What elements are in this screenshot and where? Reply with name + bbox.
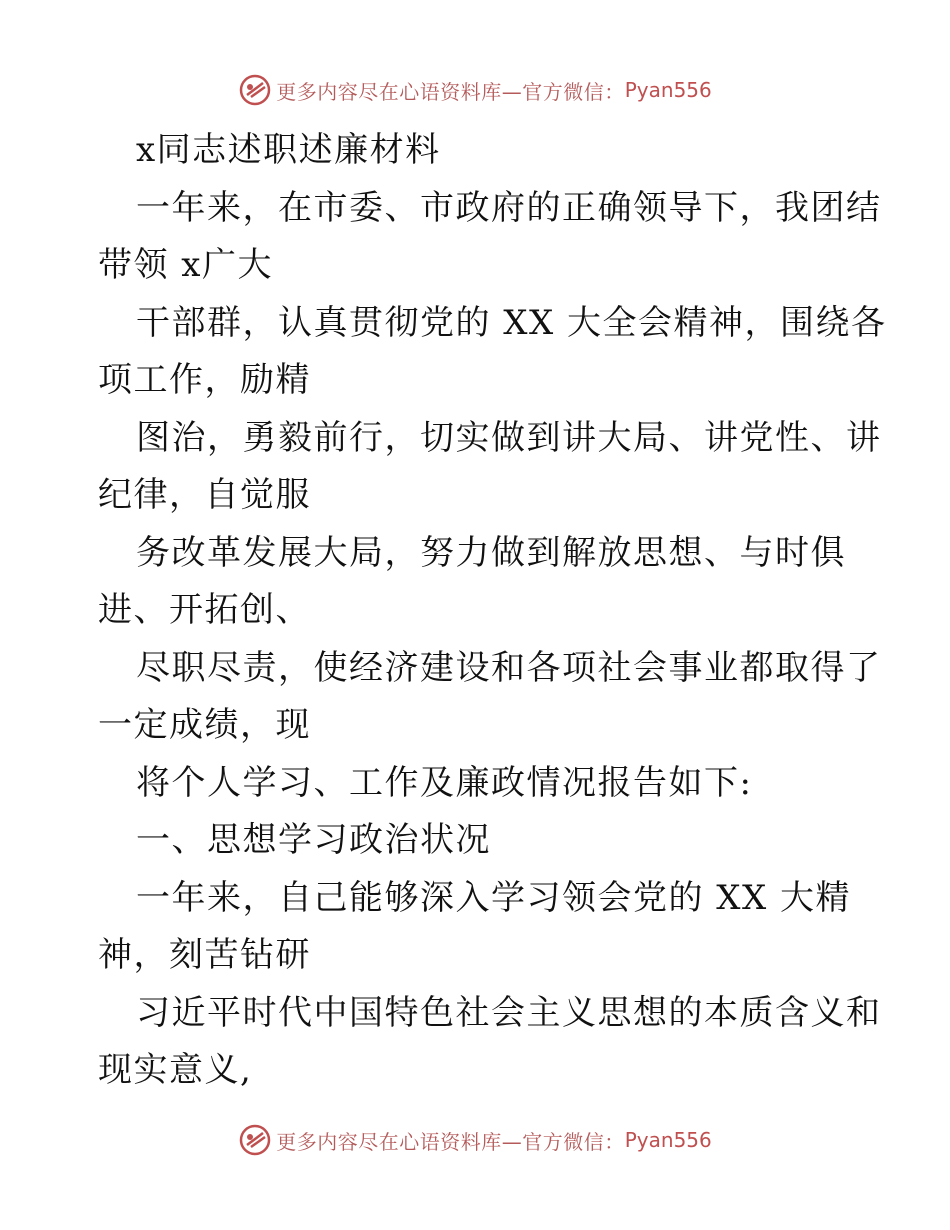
text-line: 习近平时代中国特色社会主义思想的本质含义和 xyxy=(136,992,882,1033)
text-line: 带领 x广大 xyxy=(98,245,273,285)
text-line: 一、思想学习政治状况 xyxy=(136,820,491,860)
watermark-brand: Pyan556 xyxy=(624,78,712,102)
brand-logo-icon xyxy=(238,1123,272,1157)
watermark-text: 更多内容尽在心语资料库—官方微信： xyxy=(276,79,625,104)
watermark-brand: Pyan556 xyxy=(624,1128,712,1152)
text-line: 神，刻苦钻研 xyxy=(98,935,311,975)
text-line: 将个人学习、工作及廉政情况报告如下: xyxy=(136,762,753,803)
text-line: 一定成绩，现 xyxy=(98,705,311,745)
footer-watermark xyxy=(0,1120,950,1160)
text-line: 进、开拓创、 xyxy=(98,590,311,630)
text-line: x同志述职述廉材料 xyxy=(136,130,441,170)
text-line: 图治，勇毅前行，切实做到讲大局、讲党性、讲 xyxy=(136,417,882,458)
text-line: 一年来，在市委、市政府的正确领导下，我团结 xyxy=(136,187,882,228)
text-line: 务改革发展大局，努力做到解放思想、与时俱 xyxy=(136,532,846,573)
document-body xyxy=(98,122,887,1100)
text-line: 一年来，自己能够深入学习领会党的 XX 大精 xyxy=(136,877,852,918)
text-line: 项工作，励精 xyxy=(98,360,311,400)
watermark-text: 更多内容尽在心语资料库—官方微信： xyxy=(276,1129,625,1154)
header-watermark xyxy=(0,70,950,110)
brand-logo-icon xyxy=(238,73,272,107)
text-line: 纪律，自觉服 xyxy=(98,475,311,515)
text-line: 干部群，认真贯彻党的 XX 大全会精神，围绕各 xyxy=(136,302,887,343)
text-line: 尽职尽责，使经济建设和各项社会事业都取得了 xyxy=(136,647,882,688)
text-line: 现实意义, xyxy=(98,1050,253,1090)
